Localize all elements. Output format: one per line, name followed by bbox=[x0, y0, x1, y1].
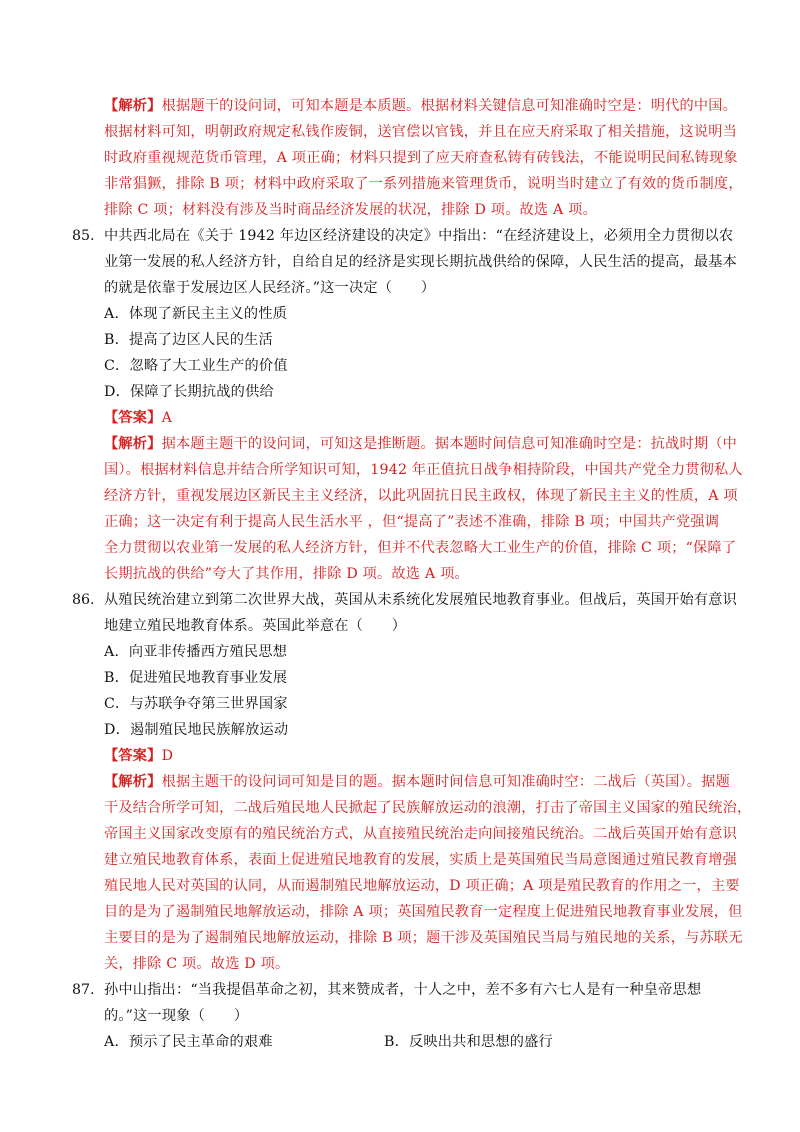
q86-stem-line-2: 地建立殖民地教育体系。英国此举意在（ ） bbox=[104, 618, 407, 634]
q87-option-b: B．反映出共和思想的盛行 bbox=[384, 1034, 553, 1050]
q86-option-a: A．向亚非传播西方殖民思想 bbox=[104, 644, 288, 660]
q86-option-b: B．促进殖民地教育事业发展 bbox=[104, 670, 288, 686]
q86-option-d: D．遏制殖民地民族解放运动 bbox=[104, 722, 289, 738]
answer-value: D bbox=[161, 748, 174, 764]
analysis-label: 【解析】 bbox=[104, 436, 162, 452]
q85-stem-line-2: 业第一发展的私人经济方针，自给自足的经济是实现长期抗战供给的保障，人民生活的提高，最基本 bbox=[104, 254, 738, 270]
top-analysis-line-5: 排除 C 项；材料没有涉及当时商品经济发展的状况，排除 D 项。故选 A 项。 bbox=[104, 202, 597, 218]
q85-analysis-line-5: 全力贯彻以农业第一发展的私人经济方针，但并不代表忽略大工业生产的价值，排除 C 项；“保障了 bbox=[104, 540, 737, 556]
answer-value: A bbox=[161, 410, 173, 426]
answer-label: 【答案】 bbox=[104, 410, 162, 426]
q85-analysis-line-3: 经济方针，重视发展边区新民主主义经济，以此巩固抗日民主政权，体现了新民主主义的性质，A 项 bbox=[104, 488, 738, 504]
q85-analysis-line-4: 正确；这一决定有利于提高人民生活水平 ，但“提高了”表述不准确，排除 B 项；中国共产党强调 bbox=[104, 514, 720, 530]
q86-analysis-line-1: 【解析】根据主题干的设问词可知是目的题。据本题时间信息可知准确时空：二战后（英国）。据题 bbox=[104, 774, 730, 790]
q86-analysis-line-4: 建立殖民地教育体系，表面上促进殖民地教育的发展，实质上是英国殖民当局意图通过殖民教育增强 bbox=[104, 852, 738, 868]
q85-option-a: A．体现了新民主主义的性质 bbox=[104, 306, 288, 322]
q86-option-c: C．与苏联争夺第三世界国家 bbox=[104, 696, 288, 712]
q86-answer bbox=[104, 746, 173, 766]
q86-analysis-line-8: 关，排除 C 项。故选 D 项。 bbox=[104, 956, 290, 972]
analysis-label: 【解析】 bbox=[104, 98, 162, 114]
q86-analysis-line-6: 目的是为了遏制殖民地解放运动，排除 A 项；英国殖民教育一定程度上促进殖民地教育事业发展，但 bbox=[104, 904, 743, 920]
q86-stem-line-1: 从殖民统治建立到第二次世界大战，英国从未系统化发展殖民地教育事业。但战后，英国开始有意识 bbox=[104, 592, 738, 608]
q87-stem-line-1: 孙中山指出：“当我提倡革命之初，其来赞成者，十人之中，差不多有六七人是有一种皇帝思想 bbox=[104, 982, 702, 998]
q86-analysis-line-2: 干及结合所学可知，二战后殖民地人民掀起了民族解放运动的浪潮，打击了帝国主义国家的殖民统治， bbox=[104, 800, 752, 816]
q85-analysis-line-1: 【解析】据本题主题干的设问词，可知这是推断题。据本题时间信息可知准确时空是：抗战时期（中 bbox=[104, 436, 738, 452]
q85-stem-line-1: 中共西北局在《关于 1942 年边区经济建设的决定》中指出：“在经济建设上，必须用全力贯彻以农 bbox=[104, 228, 734, 244]
q85-option-d: D．保障了长期抗战的供给 bbox=[104, 384, 274, 400]
q86-analysis-line-3: 帝国主义国家改变原有的殖民统治方式，从直接殖民统治走向间接殖民统治。二战后英国开始有意识 bbox=[104, 826, 738, 842]
top-analysis-line-3: 时政府重视规范货币管理，A 项正确；材料只提到了应天府查私铸有砖钱法，不能说明民间私铸现象 bbox=[104, 150, 738, 166]
top-analysis-line-4: 非常猖獗，排除 B 项；材料中政府采取了一系列措施来管理货币，说明当时建立了有效的货币制度， bbox=[104, 176, 743, 192]
top-analysis-line-2: 根据材料可知，明朝政府规定私钱作废铜，送官偿以官钱，并且在应天府采取了相关措施，这说明当 bbox=[104, 124, 738, 140]
q87-stem-line-2: 的。”这一现象（ ） bbox=[104, 1008, 249, 1024]
q87-option-a: A．预示了民主革命的艰难 bbox=[104, 1034, 273, 1050]
analysis-label: 【解析】 bbox=[104, 774, 162, 790]
q85-analysis-line-2: 国）。根据材料信息并结合所学知识可知，1942 年正值抗日战争相持阶段，中国共产党全力贯彻私人 bbox=[104, 462, 743, 478]
q85-option-b: B．提高了边区人民的生活 bbox=[104, 332, 273, 348]
q85-number: 85. bbox=[72, 228, 95, 244]
q85-answer bbox=[104, 408, 172, 428]
q86-analysis-line-7: 主要目的是为了遏制殖民地解放运动，排除 B 项；题干涉及英国殖民当局与殖民地的关系，与苏联无 bbox=[104, 930, 743, 946]
q85-option-c: C．忽略了大工业生产的价值 bbox=[104, 358, 288, 374]
q87-number: 87. bbox=[72, 982, 95, 998]
answer-label: 【答案】 bbox=[104, 748, 162, 764]
q85-analysis-line-6: 长期抗战的供给”夸大了其作用，排除 D 项。故选 A 项。 bbox=[104, 566, 469, 582]
q86-number: 86. bbox=[72, 592, 95, 608]
q86-analysis-line-5: 殖民地人民对英国的认同，从而遏制殖民地解放运动，D 项正确；A 项是殖民教育的作用之一，主要 bbox=[104, 878, 740, 894]
q85-stem-line-3: 的就是依靠于发展边区人民经济。”这一决定（ ） bbox=[104, 280, 436, 296]
top-analysis-line-1: 【解析】根据题干的设问词，可知本题是本质题。根据材料关键信息可知准确时空是：明代的中国。 bbox=[104, 98, 738, 114]
